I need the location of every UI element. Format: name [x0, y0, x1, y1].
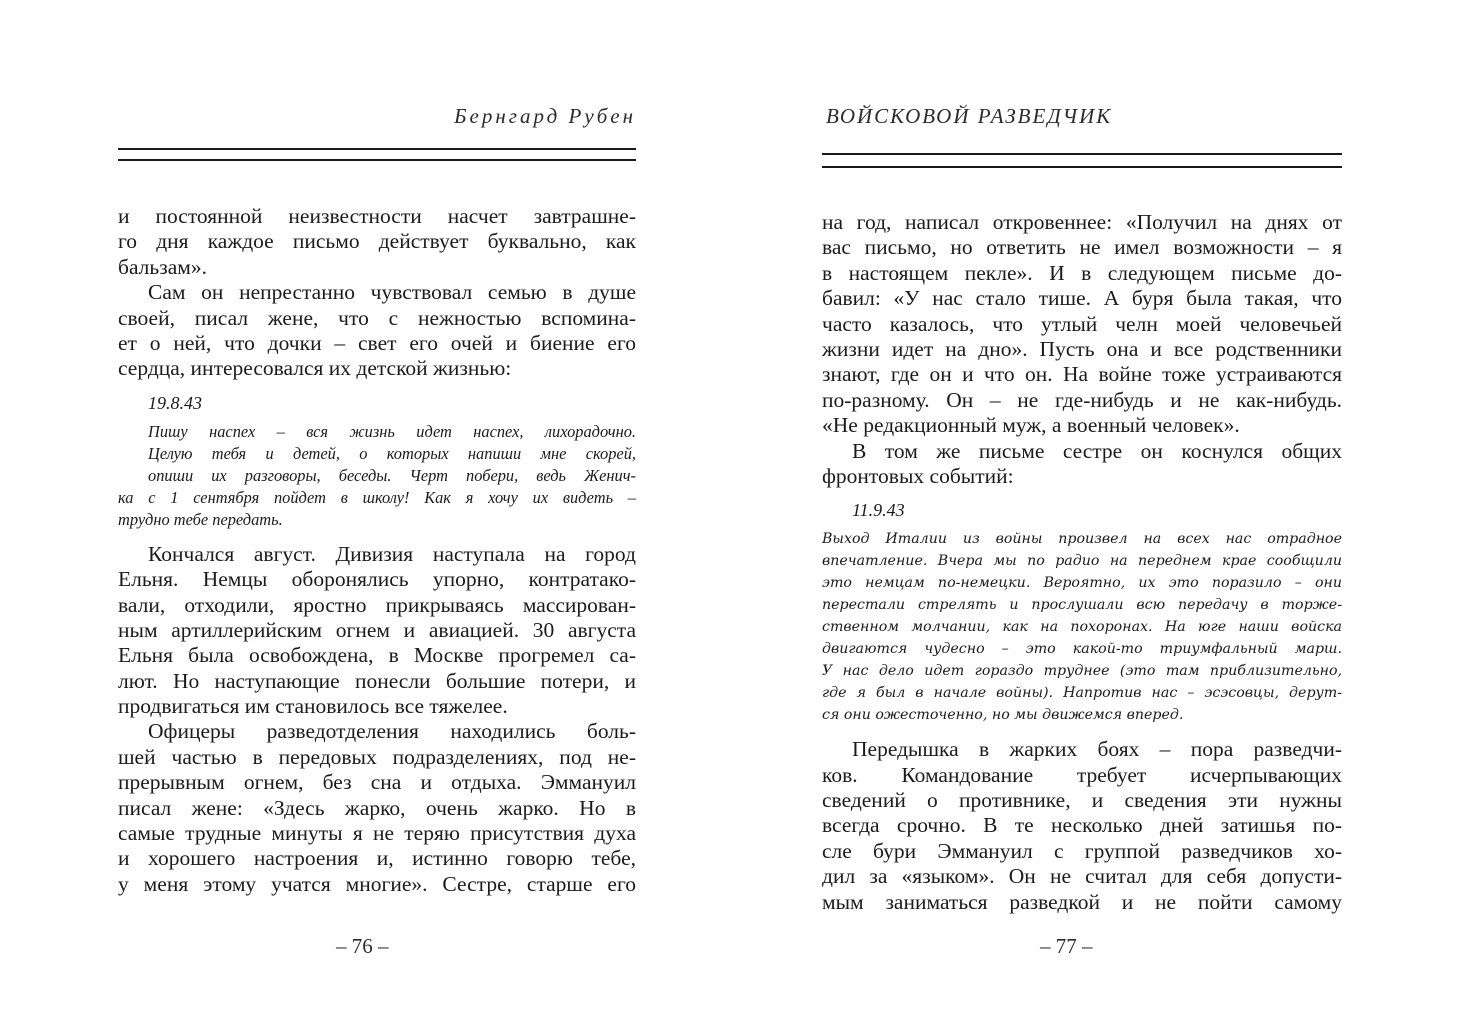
- text-line: у меня этому учатся многие». Сестре, старше его: [118, 871, 636, 896]
- right-body-text: [822, 210, 1342, 915]
- text-line: в настоящем пекле». И в следующем письме до-: [822, 260, 1342, 285]
- right-header-rule-bottom: [822, 166, 1342, 168]
- text-line: Офицеры разведотделения находились боль-: [148, 719, 636, 744]
- left-letter-quote: [118, 421, 636, 531]
- left-page-number: – 76 –: [336, 934, 389, 958]
- right-paragraphs-before: [822, 210, 1342, 489]
- letter-line: впечатление. Вчера мы по радио на переднем крае сообщили: [822, 553, 1342, 570]
- text-line: вас письмо, но ответить не имел возможности – я: [822, 235, 1342, 260]
- text-line: по-разному. Он – не где-нибудь и не как-нибудь.: [822, 387, 1342, 412]
- text-line: сердца, интересовался их детской жизнью:: [118, 356, 512, 381]
- text-line: жизни идет на дно». Пусть она и все родственники: [822, 336, 1342, 361]
- text-line: часто казалось, что утлый челн моей человечьей: [822, 311, 1342, 336]
- text-line: шей частью в передовых подразделениях, под не-: [118, 744, 636, 769]
- text-line: сведений о противнике, и сведения эти нужны: [822, 788, 1342, 813]
- letter-line: ся они ожесточенно, но мы движемся вперед.: [822, 707, 1184, 724]
- letter-line: двигаются чудесно – это какой-то триумфальный марш.: [822, 641, 1342, 658]
- text-line: продвигаться им становилось все тяжелее.: [118, 694, 508, 719]
- right-paragraphs-after: [822, 737, 1342, 915]
- left-paragraphs-after: [118, 542, 636, 897]
- letter-line: перестали стрелять и прослушали всю передачу в торже-: [822, 597, 1342, 614]
- text-line: Передышка в жарких боях – пора разведчи-: [852, 737, 1342, 762]
- text-line: вали, отходили, яростно прикрываясь массирован-: [118, 592, 636, 617]
- left-body-text: [118, 204, 636, 897]
- text-line: ков. Командование требует исчерпывающих: [822, 762, 1342, 787]
- text-line: бавил: «У нас стало тише. А буря была такая, что: [822, 286, 1342, 311]
- text-line: го дня каждое письмо действует буквально, как: [118, 229, 636, 254]
- text-line: и хорошего настроения и, истинно говорю тебе,: [118, 846, 636, 871]
- right-letter-quote: [822, 528, 1342, 726]
- text-line: Сам он непрестанно чувствовал семью в душе: [148, 280, 636, 305]
- text-line: ет о ней, что дочки – свет его очей и биение его: [118, 330, 636, 355]
- text-line: Ельня была освобождена, в Москве прогремел са-: [118, 643, 636, 668]
- text-line: В том же письме сестре он коснулся общих: [852, 438, 1342, 463]
- text-line: сле бури Эммануил с группой разведчиков хо-: [822, 838, 1342, 863]
- text-line: всегда срочно. В те несколько дней затишья по-: [822, 813, 1342, 838]
- text-line: фронтовых событий:: [822, 463, 1014, 488]
- right-page-number: – 77 –: [1040, 934, 1093, 958]
- right-header-rule-top: [822, 153, 1342, 155]
- text-line: и постоянной неизвестности насчет завтрашне-: [118, 204, 636, 228]
- left-header-rule-bottom: [118, 159, 636, 161]
- text-line: писал жене: «Здесь жарко, очень жарко. Но в: [118, 795, 636, 820]
- text-line: прерывным огнем, без сна и отдыха. Эммануил: [118, 770, 636, 795]
- letter-line: это немцам по-немецки. Вероятно, их это поразило – они: [822, 575, 1342, 592]
- letter-line: Пишу наспех – вся жизнь идет наспех, лихорадочно.: [148, 421, 636, 441]
- letter-line: где я был в начале войны). Напротив нас – эсэсовцы, дерут-: [822, 685, 1342, 702]
- text-line: бальзам».: [118, 254, 207, 279]
- right-letter-date: 11.9.43: [852, 500, 905, 521]
- text-line: знают, где он и что он. На войне тоже устраиваются: [822, 362, 1342, 387]
- letter-line: Целую тебя и детей, о которых напиши мне скорей,: [148, 443, 636, 463]
- left-letter-date: 19.8.43: [148, 392, 202, 413]
- letter-line: ственном молчании, как на похоронах. На юге наши войска: [822, 619, 1342, 636]
- text-line: лют. Но наступающие понесли большие потери, и: [118, 668, 636, 693]
- letter-line: ка с 1 сентября пойдет в школу! Как я хочу их видеть –: [118, 487, 636, 507]
- text-line: на год, написал откровеннее: «Получил на днях от: [822, 210, 1342, 234]
- text-line: своей, писал жене, что с нежностью вспомина-: [118, 305, 636, 330]
- text-line: «Не редакционный муж, а военный человек».: [822, 413, 1240, 438]
- text-line: мым заниматься разведкой и не пойти самому: [822, 889, 1342, 914]
- left-running-head: Бернгард Рубен: [454, 104, 636, 128]
- right-running-head: ВОЙСКОВОЙ РАЗВЕДЧИК: [826, 104, 1113, 128]
- letter-line: У нас дело идет гораздо труднее (это там приблизительно,: [822, 663, 1342, 680]
- left-header-rule-top: [118, 148, 636, 150]
- letter-line: опиши их разговоры, беседы. Черт побери, ведь Женич-: [148, 465, 636, 485]
- text-line: самые трудные минуты я не теряю присутствия духа: [118, 821, 636, 846]
- text-line: Ельня. Немцы оборонялись упорно, контратако-: [118, 567, 636, 592]
- letter-line: Выход Италии из войны произвел на всех нас отрадное: [822, 531, 1342, 548]
- text-line: дил за «языком». Он не считал для себя допусти-: [822, 864, 1342, 889]
- left-paragraphs-before: [118, 204, 636, 382]
- letter-line: трудно тебе передать.: [118, 509, 283, 529]
- text-line: ным артиллерийским огнем и авиацией. 30 августа: [118, 617, 636, 642]
- text-line: Кончался август. Дивизия наступала на город: [148, 541, 636, 566]
